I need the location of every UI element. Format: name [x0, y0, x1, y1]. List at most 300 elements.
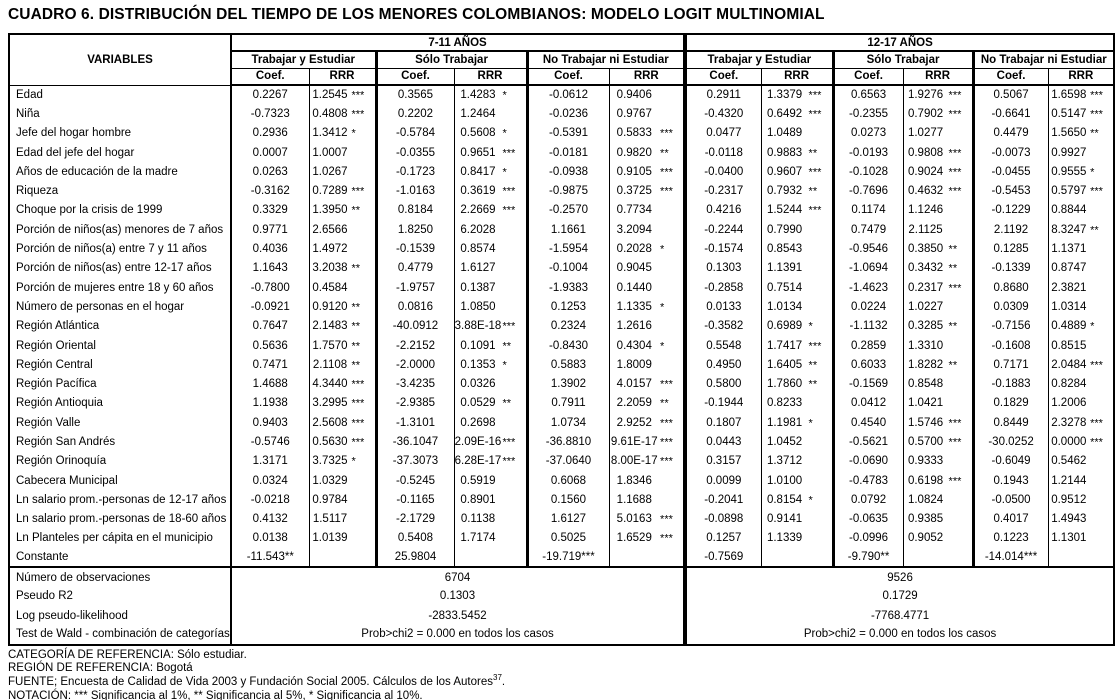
rrr-cell	[609, 374, 685, 393]
coef-cell: 0.1223	[973, 529, 1048, 548]
significance-stars: ***	[351, 436, 365, 449]
rrr-value: 1.0267	[312, 165, 348, 178]
coef-cell: -0.1539	[376, 239, 454, 258]
coef-cell: 0.1253	[527, 297, 609, 316]
variable-label: Niña	[16, 107, 40, 120]
coef-cell: 1.1661	[527, 220, 609, 239]
coef-cell: -0.0455	[973, 162, 1048, 181]
variable-label: Región Antioquia	[16, 397, 103, 410]
rrr-value: 2.3821	[1051, 281, 1087, 294]
coef-cell: -0.5391	[527, 124, 609, 143]
significance-stars: ***	[808, 166, 822, 179]
rrr-cell	[609, 413, 685, 432]
rrr-value: 0.8417	[460, 165, 496, 178]
rrr-cell	[761, 452, 833, 471]
coef-cell: -14.014***	[973, 548, 1048, 567]
coef-cell: -0.0236	[527, 104, 609, 123]
rrr-cell	[1048, 490, 1114, 509]
coef-cell: 1.1938	[231, 394, 309, 413]
rrr-value: 0.9767	[616, 107, 652, 120]
coef-cell: 0.1257	[685, 529, 761, 548]
rrr-cell	[454, 413, 527, 432]
rrr-value: 0.8844	[1051, 204, 1087, 217]
rrr-value: 0.7932	[766, 185, 803, 198]
table-row	[9, 85, 1114, 104]
coef-cell: -0.0355	[376, 143, 454, 162]
rrr-cell	[454, 452, 527, 471]
variable-label: Edad	[16, 88, 43, 101]
rrr-value: 0.3285	[907, 320, 944, 333]
rrr-cell	[309, 124, 376, 143]
table-row	[9, 336, 1114, 355]
rrr-cell	[903, 471, 973, 490]
coef-cell: -0.1723	[376, 162, 454, 181]
coef-cell: 0.1303	[685, 259, 761, 278]
coef-cell: -11.543**	[231, 548, 309, 567]
coef-cell: 0.6068	[527, 471, 609, 490]
column-header: RRR	[609, 68, 685, 85]
rrr-value: 2.6566	[312, 223, 348, 236]
footnote-categoria: CATEGORÍA DE REFERENCIA: Sólo estudiar.	[8, 648, 247, 661]
rrr-cell	[903, 259, 973, 278]
coef-cell: -36.1047	[376, 432, 454, 451]
coef-cell: -0.7696	[833, 181, 903, 200]
results-table	[8, 33, 1115, 646]
column-header: Coef.	[685, 68, 761, 85]
rrr-cell	[454, 394, 527, 413]
variable-label: Choque por la crisis de 1999	[16, 204, 163, 217]
coef-cell: 0.0477	[685, 124, 761, 143]
rrr-cell	[903, 104, 973, 123]
subgroup-header: Sólo Trabajar	[833, 51, 973, 68]
rrr-value: 2.9252	[616, 416, 652, 429]
rrr-value: 0.4808	[312, 107, 348, 120]
rrr-cell	[454, 317, 527, 336]
rrr-cell	[1048, 413, 1114, 432]
rrr-value: 1.1246	[907, 204, 944, 217]
rrr-cell	[454, 220, 527, 239]
rrr-value: 0.1440	[616, 281, 652, 294]
rrr-cell	[761, 471, 833, 490]
rrr-cell	[454, 124, 527, 143]
significance-stars: ***	[808, 204, 822, 217]
significance-stars: ***	[660, 185, 673, 198]
coef-cell: 0.0099	[685, 471, 761, 490]
coef-cell: 0.2267	[231, 85, 309, 104]
significance-stars: **	[948, 262, 958, 275]
rrr-value: 0.5462	[1051, 455, 1087, 468]
rrr-value: 1.4943	[1051, 513, 1087, 526]
variable-label: Región Central	[16, 358, 93, 371]
table-row	[9, 239, 1114, 258]
rrr-value: 1.1335	[616, 300, 652, 313]
coef-cell: -1.4623	[833, 278, 903, 297]
footnote-notacion: NOTACIÓN: *** Significancia al 1%, ** Significancia al 5%, * Significancia al 10%.	[8, 690, 423, 700]
rrr-value: 0.7289	[312, 185, 348, 198]
rrr-cell	[609, 471, 685, 490]
coef-cell: 0.4950	[685, 355, 761, 374]
rrr-cell	[609, 104, 685, 123]
coef-cell: -0.0193	[833, 143, 903, 162]
coef-cell: 0.5025	[527, 529, 609, 548]
variable-label: Porción de mujeres entre 18 y 60 años	[16, 281, 214, 294]
subgroup-header: Trabajar y Estudiar	[685, 51, 833, 68]
significance-stars: **	[351, 204, 361, 217]
rrr-cell	[1048, 297, 1114, 316]
coef-cell: 0.0443	[685, 432, 761, 451]
rrr-value: 0.9555	[1051, 165, 1087, 178]
rrr-value: 9.61E-17	[610, 435, 658, 448]
rrr-cell	[1048, 220, 1114, 239]
rrr-cell	[309, 394, 376, 413]
variable-label: Cabecera Municipal	[16, 474, 118, 487]
rrr-cell	[454, 143, 527, 162]
coef-cell: 0.7471	[231, 355, 309, 374]
coef-cell: -0.4783	[833, 471, 903, 490]
rrr-cell	[454, 85, 527, 104]
rrr-cell	[454, 374, 527, 393]
rrr-cell	[761, 374, 833, 393]
rrr-cell	[903, 239, 973, 258]
coef-cell: -0.0400	[685, 162, 761, 181]
significance-stars: **	[660, 397, 669, 410]
rrr-cell	[1048, 529, 1114, 548]
significance-stars: ***	[351, 185, 365, 198]
coef-cell: 0.5800	[685, 374, 761, 393]
coef-cell: -0.8430	[527, 336, 609, 355]
rrr-value: 1.3712	[766, 455, 803, 468]
variable-label: Región Atlántica	[16, 320, 100, 333]
coef-cell: 0.2324	[527, 317, 609, 336]
rrr-value: 0.1353	[460, 358, 496, 371]
table-row	[9, 162, 1114, 181]
rrr-cell	[309, 490, 376, 509]
coef-cell: -0.1883	[973, 374, 1048, 393]
rrr-cell	[903, 85, 973, 104]
rrr-value: 2.1483	[312, 320, 348, 333]
coef-cell: 0.0309	[973, 297, 1048, 316]
coef-cell: 0.0007	[231, 143, 309, 162]
coef-cell: 0.0224	[833, 297, 903, 316]
rrr-value: 2.1108	[312, 358, 348, 371]
rrr-value: 1.0489	[766, 127, 803, 140]
footnote-region: REGIÓN DE REFERENCIA: Bogotá	[8, 662, 193, 675]
rrr-cell	[761, 432, 833, 451]
significance-stars: ***	[948, 436, 962, 449]
coef-cell: -37.0640	[527, 452, 609, 471]
coef-cell: -0.7800	[231, 278, 309, 297]
column-header: Coef.	[231, 68, 309, 85]
rrr-cell	[761, 355, 833, 374]
rrr-value: 0.9045	[616, 262, 652, 275]
rrr-cell	[454, 548, 527, 567]
rrr-value: 1.0452	[766, 435, 803, 448]
rrr-cell	[1048, 259, 1114, 278]
subgroup-header: No Trabajar ni Estudiar	[973, 51, 1114, 68]
significance-stars: *	[808, 417, 813, 430]
rrr-value: 0.4632	[907, 185, 944, 198]
rrr-cell	[309, 297, 376, 316]
coef-cell: 0.9403	[231, 413, 309, 432]
coef-cell: 0.7647	[231, 317, 309, 336]
variable-label: Región Oriental	[16, 339, 96, 352]
rrr-value: 0.7734	[616, 204, 652, 217]
coef-cell: 1.3902	[527, 374, 609, 393]
rrr-cell	[309, 220, 376, 239]
rrr-value: 0.5630	[312, 435, 348, 448]
rrr-cell	[761, 220, 833, 239]
rrr-cell	[454, 201, 527, 220]
rrr-cell	[761, 239, 833, 258]
coef-cell: 0.4479	[973, 124, 1048, 143]
coef-cell: 0.8680	[973, 278, 1048, 297]
rrr-value: 1.1339	[766, 532, 803, 545]
rrr-value: 0.9820	[616, 146, 652, 159]
rrr-value: 0.9333	[907, 455, 944, 468]
rrr-cell	[761, 394, 833, 413]
rrr-cell	[309, 355, 376, 374]
page-title: CUADRO 6. DISTRIBUCIÓN DEL TIEMPO DE LOS MENORES COLOMBIANOS: MODELO LOGIT MULTINOMIAL	[8, 6, 825, 23]
significance-stars: *	[502, 166, 507, 179]
significance-stars: ***	[808, 108, 822, 121]
rrr-cell	[309, 143, 376, 162]
rrr-cell	[761, 490, 833, 509]
rrr-cell	[761, 413, 833, 432]
coef-cell: -0.6641	[973, 104, 1048, 123]
rrr-cell	[903, 394, 973, 413]
coef-cell: -0.1165	[376, 490, 454, 509]
significance-stars: ***	[502, 147, 516, 160]
rrr-cell	[903, 374, 973, 393]
table-row	[9, 317, 1114, 336]
significance-stars: ***	[502, 185, 516, 198]
coef-cell: -0.2041	[685, 490, 761, 509]
coef-cell: 0.5067	[973, 85, 1048, 104]
rrr-value: 2.09E-16	[454, 435, 502, 448]
coef-cell: -0.5784	[376, 124, 454, 143]
variable-label: Constante	[16, 551, 69, 564]
rrr-cell	[609, 529, 685, 548]
rrr-value: 0.2028	[616, 243, 652, 256]
rrr-value: 1.5117	[312, 513, 348, 526]
coef-cell: 0.0263	[231, 162, 309, 181]
significance-stars: ***	[660, 127, 673, 140]
rrr-value: 0.8543	[766, 243, 803, 256]
significance-stars: ***	[660, 166, 673, 179]
rrr-value: 1.2006	[1051, 397, 1087, 410]
rrr-cell	[454, 490, 527, 509]
significance-stars: ***	[351, 397, 365, 410]
coef-cell: -0.2570	[527, 201, 609, 220]
rrr-value: 0.8233	[766, 397, 803, 410]
rrr-cell	[454, 510, 527, 529]
rrr-cell	[609, 220, 685, 239]
variable-label: Región Orinoquía	[16, 455, 107, 468]
rrr-value: 0.8515	[1051, 339, 1087, 352]
significance-stars: **	[351, 359, 361, 372]
table-row	[9, 355, 1114, 374]
significance-stars: **	[808, 359, 818, 372]
rrr-value: 2.5608	[312, 416, 348, 429]
coef-cell: 0.3329	[231, 201, 309, 220]
rrr-value: 0.2317	[907, 281, 944, 294]
footnotes	[8, 646, 1113, 700]
coef-cell: 0.8449	[973, 413, 1048, 432]
significance-stars: ***	[948, 282, 962, 295]
summary-value: Prob>chi2 = 0.000 en todos los casos	[231, 625, 685, 644]
coef-cell: -0.0898	[685, 510, 761, 529]
coef-cell: -0.1339	[973, 259, 1048, 278]
significance-stars: ***	[1090, 185, 1103, 198]
summary-row	[9, 606, 1114, 625]
table-row	[9, 452, 1114, 471]
rrr-value: 1.3950	[312, 204, 348, 217]
significance-stars: ***	[351, 89, 365, 102]
rrr-cell	[454, 104, 527, 123]
rrr-cell	[609, 181, 685, 200]
coef-cell: -0.5245	[376, 471, 454, 490]
variable-label: Años de educación de la madre	[16, 165, 178, 178]
table-row	[9, 529, 1114, 548]
rrr-value: 0.7902	[907, 107, 944, 120]
coef-cell: 0.5883	[527, 355, 609, 374]
rrr-cell	[609, 432, 685, 451]
rrr-cell	[609, 394, 685, 413]
rrr-value: 1.4283	[460, 89, 496, 102]
rrr-value: 1.6598	[1051, 89, 1087, 102]
rrr-value: 0.1138	[460, 513, 496, 526]
rrr-value: 0.9883	[766, 146, 803, 159]
significance-stars: *	[351, 127, 356, 140]
variable-label: Porción de niños(as) menores de 7 años	[16, 223, 224, 236]
rrr-cell	[903, 143, 973, 162]
rrr-value: 1.5650	[1051, 127, 1087, 140]
coef-cell: 0.0273	[833, 124, 903, 143]
rrr-cell	[454, 432, 527, 451]
coef-cell: -0.0073	[973, 143, 1048, 162]
rrr-cell	[309, 201, 376, 220]
rrr-value: 0.9385	[907, 513, 944, 526]
variable-label: Jefe del hogar hombre	[16, 127, 132, 140]
significance-stars: ***	[502, 436, 516, 449]
rrr-value: 1.7417	[766, 339, 803, 352]
rrr-cell	[1048, 336, 1114, 355]
rrr-cell	[1048, 317, 1114, 336]
rrr-cell	[1048, 471, 1114, 490]
rrr-value: 0.8574	[460, 243, 496, 256]
coef-cell: 0.7171	[973, 355, 1048, 374]
coef-cell: -0.7569	[685, 548, 761, 567]
rrr-value: 4.0157	[616, 378, 652, 391]
rrr-value: 3.2995	[312, 397, 348, 410]
summary-value: 0.1729	[685, 587, 1114, 606]
coef-cell: -0.6049	[973, 452, 1048, 471]
coef-cell: 0.4036	[231, 239, 309, 258]
rrr-cell	[903, 490, 973, 509]
coef-cell: -1.9383	[527, 278, 609, 297]
rrr-cell	[609, 201, 685, 220]
coef-cell: -0.2355	[833, 104, 903, 123]
rrr-cell	[761, 162, 833, 181]
rrr-cell	[609, 297, 685, 316]
significance-stars: ***	[948, 475, 962, 488]
coef-cell: -3.4235	[376, 374, 454, 393]
coef-cell: -2.0000	[376, 355, 454, 374]
significance-stars: *	[660, 339, 665, 352]
coef-cell: 0.5548	[685, 336, 761, 355]
coef-cell: 2.1192	[973, 220, 1048, 239]
rrr-cell	[309, 336, 376, 355]
rrr-value: 1.0824	[907, 493, 944, 506]
rrr-cell	[309, 471, 376, 490]
rrr-value: 1.6529	[616, 532, 652, 545]
rrr-cell	[903, 297, 973, 316]
rrr-value: 2.0484	[1051, 358, 1087, 371]
column-header: Coef.	[833, 68, 903, 85]
rrr-value: 1.7570	[312, 339, 348, 352]
summary-label: Log pseudo-likelihood	[16, 609, 128, 622]
column-header: Coef.	[527, 68, 609, 85]
table-row	[9, 432, 1114, 451]
significance-stars: *	[351, 455, 356, 468]
rrr-value: 1.0850	[460, 300, 496, 313]
table-row	[9, 143, 1114, 162]
rrr-cell	[309, 162, 376, 181]
table-row	[9, 201, 1114, 220]
rrr-cell	[309, 259, 376, 278]
rrr-cell	[903, 124, 973, 143]
rrr-value: 1.1981	[766, 416, 803, 429]
significance-stars: *	[808, 494, 813, 507]
rrr-value: 1.3310	[907, 339, 944, 352]
coef-cell: 0.3565	[376, 85, 454, 104]
significance-stars: *	[660, 301, 665, 314]
coef-cell: 1.1643	[231, 259, 309, 278]
rrr-value: 2.1125	[908, 223, 943, 236]
significance-stars: ***	[502, 455, 516, 468]
rrr-value: 0.5700	[907, 435, 944, 448]
rrr-cell	[903, 317, 973, 336]
rrr-cell	[903, 432, 973, 451]
rrr-cell	[1048, 432, 1114, 451]
rrr-cell	[609, 355, 685, 374]
coef-cell: 0.1174	[833, 201, 903, 220]
rrr-cell	[903, 181, 973, 200]
rrr-value: 8.00E-17	[610, 455, 658, 468]
variable-label: Edad del jefe del hogar	[16, 146, 135, 159]
coef-cell: -1.9757	[376, 278, 454, 297]
coef-cell: 0.6563	[833, 85, 903, 104]
significance-stars: **	[660, 147, 669, 160]
rrr-cell	[761, 510, 833, 529]
rrr-cell	[309, 181, 376, 200]
rrr-cell	[761, 104, 833, 123]
summary-value: -7768.4771	[685, 606, 1114, 625]
rrr-cell	[609, 278, 685, 297]
significance-stars: **	[351, 339, 361, 352]
coef-cell: 0.7911	[527, 394, 609, 413]
rrr-cell	[1048, 374, 1114, 393]
rrr-cell	[1048, 510, 1114, 529]
rrr-value: 0.6492	[766, 107, 803, 120]
coef-cell: -1.5954	[527, 239, 609, 258]
coef-cell: -0.9546	[833, 239, 903, 258]
rrr-cell	[903, 220, 973, 239]
variable-label: Ln salario prom.-personas de 12-17 años	[16, 493, 227, 506]
rrr-value: 4.3440	[312, 378, 348, 391]
coef-cell: 0.2936	[231, 124, 309, 143]
rrr-cell	[454, 336, 527, 355]
